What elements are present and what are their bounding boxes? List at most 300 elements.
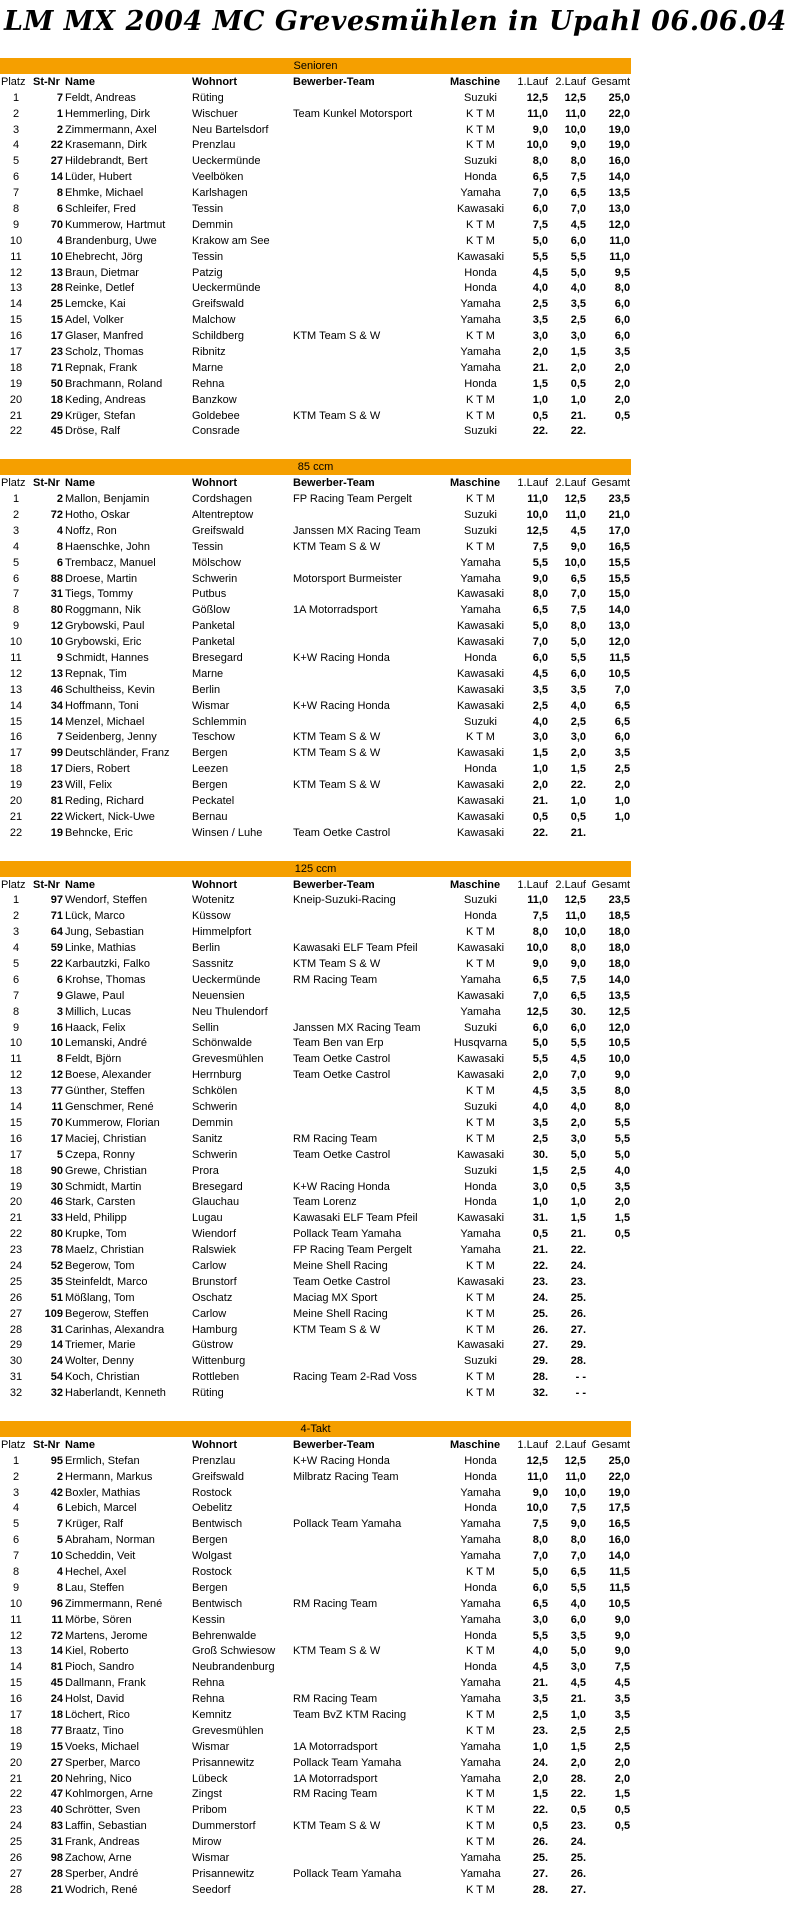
hometown-cell: Bentwisch (192, 1518, 243, 1531)
race2-points-cell: 6,5 (570, 572, 586, 585)
placement-cell: 8 (12, 1005, 20, 1018)
total-points-cell: 2,5 (614, 1724, 631, 1737)
hometown-cell: Tessin (192, 202, 224, 215)
team-cell (292, 1723, 449, 1739)
total-points-cell (587, 1834, 631, 1850)
hometown-cell: Rüting (192, 1387, 224, 1400)
race1-points-cell: 21. (532, 795, 548, 808)
machine-cell: Kawasaki (456, 747, 505, 760)
team-cell: Pollack Team Yamaha (293, 1756, 402, 1769)
total-points-cell: 6,0 (614, 298, 631, 311)
team-cell: Milbratz Racing Team (293, 1470, 399, 1483)
race1-points-cell: 6,0 (532, 202, 548, 215)
start-number-cell: 99 (50, 747, 63, 760)
hometown-cell: Krakow am See (192, 234, 270, 247)
result-row (0, 1337, 631, 1353)
result-row (0, 408, 631, 424)
placement-cell: 3 (12, 1486, 20, 1499)
start-number-cell: 4 (56, 234, 63, 247)
race2-points-cell: 10,0 (564, 123, 586, 136)
team-cell: K+W Racing Honda (293, 1180, 390, 1193)
race2-points-cell: 22. (570, 779, 586, 792)
race1-points-cell: 5,0 (532, 1565, 548, 1578)
result-row (0, 280, 631, 296)
race2-points-cell: 4,0 (570, 1101, 586, 1114)
race1-points-cell: 12,5 (526, 1454, 548, 1467)
hometown-cell: Rostock (192, 1486, 232, 1499)
machine-cell: Suzuki (463, 1021, 498, 1034)
result-row (0, 328, 631, 344)
result-row (0, 1242, 631, 1258)
hometown-cell: Prenzlau (192, 1454, 236, 1467)
placement-cell: 12 (9, 1629, 23, 1642)
result-row (0, 1147, 631, 1163)
race1-points-cell: 4,0 (532, 282, 548, 295)
race2-points-cell: 11,0 (565, 910, 586, 923)
rider-name-cell: Dröse, Ralf (65, 425, 121, 438)
machine-cell: Kawasaki (456, 683, 505, 696)
rider-name-cell: Carinhas, Alexandra (65, 1323, 165, 1336)
start-number-cell: 52 (50, 1259, 63, 1272)
hometown-cell: Demmin (192, 1116, 233, 1129)
hometown-cell: Wiendorf (192, 1228, 237, 1241)
hometown-cell: Oebelitz (192, 1502, 233, 1515)
race2-points-cell: 4,0 (570, 699, 586, 712)
result-row (0, 650, 631, 666)
team-cell (292, 1500, 449, 1516)
race2-points-cell: 8,0 (570, 942, 586, 955)
total-points-cell: 2,0 (614, 393, 631, 406)
race1-points-cell: 4,5 (532, 266, 548, 279)
placement-cell: 11 (10, 652, 22, 664)
placement-cell: 2 (12, 1470, 20, 1483)
total-points-cell: 2,5 (614, 1740, 631, 1753)
race2-points-cell: 4,5 (570, 218, 586, 231)
start-number-cell: 31 (50, 588, 63, 601)
race1-points-cell: 4,0 (532, 715, 548, 728)
rider-name-cell: Scholz, Thomas (65, 345, 144, 358)
race1-points-cell: 8,0 (532, 1534, 548, 1547)
result-row (0, 555, 631, 571)
machine-cell: Kawasaki (456, 588, 505, 601)
start-number-cell: 6 (56, 202, 63, 215)
result-row (0, 1099, 631, 1115)
total-points-cell: 18,0 (608, 926, 631, 939)
team-cell (292, 1659, 449, 1675)
result-row (0, 1322, 631, 1338)
race2-points-cell: 21. (570, 1693, 586, 1706)
hometown-cell: Schwerin (192, 1148, 238, 1161)
hometown-cell: Schwerin (192, 1101, 238, 1114)
placement-cell: 11 (10, 1613, 22, 1626)
column-header-st-nr: St-Nr (33, 1438, 60, 1451)
race2-points-cell: 6,5 (570, 989, 586, 1002)
team-cell: KTM Team S & W (293, 779, 381, 792)
race1-points-cell: 22. (532, 1804, 548, 1817)
race1-points-cell: 24. (532, 1291, 548, 1304)
rider-name-cell: Lüder, Hubert (65, 171, 132, 184)
placement-cell: 13 (9, 1085, 23, 1098)
machine-cell: K T M (466, 1132, 495, 1145)
machine-cell: Honda (464, 282, 497, 295)
start-number-cell: 83 (50, 1820, 63, 1833)
hometown-cell: Lugau (192, 1212, 223, 1225)
team-cell: K+W Racing Honda (293, 1454, 390, 1467)
team-cell: Team Oetke Castrol (293, 826, 391, 839)
total-points-cell: 7,0 (614, 683, 631, 696)
team-cell: Janssen MX Racing Team (293, 524, 421, 537)
machine-cell: Yamaha (460, 1852, 501, 1865)
start-number-cell: 22 (50, 810, 63, 823)
placement-cell: 9 (12, 620, 20, 633)
rider-name-cell: Braatz, Tino (65, 1724, 124, 1737)
rider-name-cell: Krohse, Thomas (65, 973, 146, 986)
machine-cell: K T M (466, 139, 495, 152)
result-row (0, 602, 631, 618)
total-points-cell: 13,0 (608, 620, 631, 633)
race1-points-cell: 11,0 (527, 107, 548, 120)
start-number-cell: 81 (50, 795, 63, 808)
category-header (0, 459, 631, 475)
race1-points-cell: 5,0 (532, 234, 548, 247)
machine-cell: K T M (466, 958, 495, 971)
machine-cell: Kawasaki (456, 620, 505, 633)
race2-points-cell: 5,0 (570, 1148, 586, 1161)
race1-points-cell: 3,0 (532, 1180, 548, 1193)
rider-name-cell: Schrötter, Sven (65, 1804, 141, 1817)
machine-cell: Suzuki (463, 524, 498, 537)
rider-name-cell: Haenschke, John (65, 540, 150, 553)
rider-name-cell: Schleifer, Fred (65, 202, 136, 215)
team-cell (292, 185, 449, 201)
placement-cell: 26 (9, 1291, 23, 1304)
hometown-cell: Ralswiek (192, 1244, 237, 1257)
team-cell (292, 153, 449, 169)
race1-points-cell: 11,0 (527, 1470, 548, 1483)
column-header-st-nr: St-Nr (33, 477, 60, 490)
placement-cell: 19 (9, 1180, 23, 1193)
team-cell: Janssen MX Racing Team (293, 1021, 421, 1034)
result-row (0, 1020, 631, 1036)
hometown-cell: Küssow (192, 910, 231, 923)
team-cell: Kawasaki ELF Team Pfeil (293, 1212, 418, 1225)
machine-cell: Kawasaki (456, 202, 505, 215)
machine-cell: Suzuki (463, 425, 498, 438)
team-cell (292, 1802, 449, 1818)
total-points-cell: 9,0 (614, 1069, 631, 1082)
team-cell (292, 1083, 449, 1099)
race1-points-cell: 6,0 (532, 1021, 548, 1034)
result-row (0, 1163, 631, 1179)
total-points-cell: 18,5 (608, 910, 631, 923)
race2-points-cell: 6,0 (570, 1613, 586, 1626)
rider-name-cell: Lau, Steffen (65, 1581, 125, 1594)
category-header (0, 1421, 631, 1437)
rider-name-cell: Grewe, Christian (65, 1164, 147, 1177)
start-number-cell: 88 (50, 572, 63, 585)
start-number-cell: 54 (50, 1371, 63, 1384)
race2-points-cell: 26. (570, 1867, 586, 1880)
column-header-wohnort: Wohnort (192, 1438, 238, 1451)
hometown-cell: Prisannewitz (192, 1867, 255, 1880)
race1-points-cell: 5,5 (532, 250, 548, 263)
machine-cell: Yamaha (460, 1518, 501, 1531)
result-row (0, 893, 631, 909)
rider-name-cell: Triemer, Marie (65, 1339, 136, 1352)
start-number-cell: 18 (50, 1709, 63, 1721)
rider-name-cell: Millich, Lucas (65, 1005, 132, 1018)
hometown-cell: Patzig (192, 266, 223, 279)
total-points-cell: 1,0 (614, 795, 631, 808)
machine-cell: Kawasaki (456, 826, 505, 839)
rider-name-cell: Koch, Christian (65, 1371, 140, 1384)
placement-cell: 15 (9, 314, 23, 327)
result-row (0, 1802, 631, 1818)
machine-cell: Yamaha (460, 1693, 501, 1706)
placement-cell: 18 (9, 1164, 23, 1177)
race2-points-cell: 7,5 (570, 604, 586, 617)
machine-cell: K T M (466, 1259, 495, 1272)
start-number-cell: 29 (50, 409, 63, 422)
start-number-cell: 10 (50, 1550, 63, 1563)
start-number-cell: 16 (50, 1021, 63, 1034)
placement-cell: 26 (9, 1852, 23, 1865)
total-points-cell: 16,5 (608, 540, 631, 553)
placement-cell: 21 (9, 409, 23, 422)
total-points-cell (587, 1258, 631, 1274)
result-row (0, 1612, 631, 1628)
race1-points-cell: 10,0 (526, 1502, 548, 1515)
total-points-cell: 2,0 (614, 779, 631, 792)
machine-cell: Yamaha (460, 1486, 501, 1499)
hometown-cell: Putbus (192, 588, 227, 601)
total-points-cell (587, 1274, 631, 1290)
result-row (0, 618, 631, 634)
team-cell (292, 666, 449, 682)
start-number-cell: 23 (50, 779, 63, 792)
rider-name-cell: Sperber, André (65, 1867, 139, 1880)
placement-cell: 16 (9, 1693, 23, 1706)
rider-name-cell: Hechel, Axel (65, 1565, 127, 1578)
start-number-cell: 11 (51, 1101, 63, 1114)
placement-cell: 8 (12, 1565, 20, 1578)
race2-points-cell: 6,0 (570, 667, 586, 680)
team-cell: FP Racing Team Pergelt (293, 1244, 412, 1257)
total-points-cell: 11,5 (609, 1581, 631, 1594)
team-cell: Team Lorenz (293, 1196, 357, 1209)
hometown-cell: Sassnitz (192, 958, 234, 971)
hometown-cell: Ueckermünde (192, 155, 261, 168)
hometown-cell: Gößlow (192, 604, 230, 617)
team-cell: Pollack Team Yamaha (293, 1518, 402, 1531)
race1-points-cell: 10,0 (526, 508, 548, 521)
hometown-cell: Schkölen (192, 1085, 238, 1098)
placement-cell: 24 (9, 1820, 23, 1833)
result-row (0, 809, 631, 825)
placement-cell: 20 (9, 1196, 23, 1209)
placement-cell: 7 (12, 989, 20, 1002)
race2-points-cell: 3,0 (570, 330, 586, 343)
total-points-cell: 4,5 (614, 1677, 631, 1690)
team-cell (292, 634, 449, 650)
total-points-cell: 11,5 (609, 652, 631, 664)
total-points-cell: 2,0 (614, 361, 631, 374)
placement-cell: 13 (9, 282, 23, 295)
race1-points-cell: 12,5 (526, 524, 548, 537)
placement-cell: 23 (9, 1804, 23, 1817)
race1-points-cell: 0,5 (532, 1820, 548, 1833)
rider-name-cell: Repnak, Tim (65, 667, 127, 680)
machine-cell: K T M (466, 1645, 495, 1658)
race2-points-cell: 3,0 (570, 1132, 586, 1145)
race2-points-cell: 2,5 (570, 1164, 586, 1177)
race1-points-cell: 4,0 (532, 1101, 548, 1114)
placement-cell: 9 (12, 1021, 20, 1034)
machine-cell: K T M (466, 1724, 495, 1737)
hometown-cell: Behrenwalde (192, 1629, 257, 1642)
team-cell: KTM Team S & W (293, 1820, 381, 1833)
machine-cell: Kawasaki (456, 795, 505, 808)
start-number-cell: 47 (50, 1788, 63, 1801)
column-header-maschine: Maschine (450, 1438, 501, 1451)
machine-cell: Yamaha (460, 1005, 501, 1018)
machine-cell: Kawasaki (456, 1069, 505, 1082)
placement-cell: 5 (12, 958, 20, 971)
result-row (0, 1258, 631, 1274)
race2-points-cell: 11,0 (565, 107, 586, 120)
rider-name-cell: Ermlich, Stefan (65, 1454, 140, 1467)
result-row (0, 217, 631, 233)
placement-cell: 19 (9, 377, 23, 390)
team-cell: Team Oetke Castrol (293, 1148, 391, 1161)
rider-name-cell: Seidenberg, Jenny (65, 731, 157, 744)
result-row (0, 956, 631, 972)
team-cell (292, 1580, 449, 1596)
race2-points-cell: 9,0 (570, 540, 586, 553)
team-cell (292, 1564, 449, 1580)
race2-points-cell: - - (575, 1371, 586, 1384)
placement-cell: 3 (12, 123, 20, 136)
machine-cell: Honda (464, 763, 497, 776)
hometown-cell: Demmin (192, 218, 233, 231)
race2-points-cell: 5,5 (570, 250, 586, 263)
placement-cell: 20 (9, 1756, 23, 1769)
machine-cell: K T M (466, 1307, 495, 1320)
start-number-cell: 59 (50, 942, 63, 955)
total-points-cell: 11,0 (609, 234, 631, 247)
total-points-cell: 9,5 (614, 266, 631, 279)
race2-points-cell: 2,5 (570, 1724, 586, 1737)
hometown-cell: Berlin (192, 683, 221, 696)
race2-points-cell: 21. (570, 409, 586, 422)
hometown-cell: Schwerin (192, 572, 238, 585)
race2-points-cell: 12,5 (564, 91, 586, 104)
hometown-cell: Prisannewitz (192, 1756, 255, 1769)
placement-cell: 17 (9, 747, 23, 760)
result-row (0, 1453, 631, 1469)
race2-points-cell: 9,0 (570, 139, 586, 152)
result-row (0, 360, 631, 376)
hometown-cell: Herrnburg (192, 1069, 242, 1082)
placement-cell: 13 (9, 683, 23, 696)
column-header-maschine: Maschine (450, 878, 501, 891)
start-number-cell: 78 (50, 1244, 63, 1257)
result-row (0, 1083, 631, 1099)
start-number-cell: 95 (50, 1454, 63, 1467)
team-cell: FP Racing Team Pergelt (293, 493, 412, 506)
placement-cell: 18 (9, 1724, 23, 1737)
category-title: 125 ccm (0, 861, 631, 877)
start-number-cell: 24 (50, 1355, 63, 1368)
hometown-cell: Bergen (192, 779, 228, 792)
hometown-cell: Ribnitz (192, 345, 226, 358)
race2-points-cell: 4,5 (570, 1677, 586, 1690)
machine-cell: K T M (466, 1291, 495, 1304)
start-number-cell: 14 (50, 1645, 63, 1658)
race2-points-cell: 7,5 (570, 973, 586, 986)
hometown-cell: Wolgast (192, 1550, 232, 1563)
hometown-cell: Hamburg (192, 1323, 238, 1336)
rider-name-cell: Jung, Sebastian (65, 926, 144, 939)
total-points-cell (587, 1866, 631, 1882)
rider-name-cell: Begerow, Steffen (65, 1307, 149, 1320)
race1-points-cell: 2,5 (532, 298, 548, 311)
start-number-cell: 34 (50, 699, 63, 712)
machine-cell: Kawasaki (456, 667, 505, 680)
rider-name-cell: Frank, Andreas (65, 1836, 140, 1849)
total-points-cell: 8,0 (614, 1101, 631, 1114)
rider-name-cell: Boese, Alexander (65, 1069, 152, 1082)
race1-points-cell: 0,5 (532, 409, 548, 422)
race2-points-cell: 25. (570, 1291, 586, 1304)
column-header-st-nr: St-Nr (33, 878, 60, 891)
machine-cell: Yamaha (460, 1677, 501, 1690)
start-number-cell: 28 (50, 1867, 63, 1880)
result-row (0, 392, 631, 408)
race1-points-cell: 23. (532, 1724, 548, 1737)
placement-cell: 4 (12, 139, 20, 152)
start-number-cell: 15 (50, 314, 63, 327)
hometown-cell: Carlow (192, 1259, 227, 1272)
placement-cell: 5 (12, 1518, 20, 1531)
total-points-cell: 1,0 (614, 810, 631, 823)
rider-name-cell: Repnak, Frank (65, 361, 138, 374)
machine-cell: Yamaha (460, 556, 501, 569)
placement-cell: 25 (9, 1836, 23, 1849)
race1-points-cell: 7,0 (532, 636, 548, 649)
rider-name-cell: Krüger, Stefan (65, 409, 136, 422)
machine-cell: Suzuki (463, 1101, 498, 1114)
rider-name-cell: Sperber, Marco (65, 1756, 141, 1769)
hometown-cell: Malchow (192, 314, 236, 327)
result-row (0, 376, 631, 392)
start-number-cell: 42 (50, 1486, 63, 1499)
machine-cell: K T M (466, 218, 495, 231)
column-header-wohnort: Wohnort (192, 477, 238, 490)
total-points-cell: 10,5 (608, 1597, 631, 1610)
placement-cell: 21 (9, 1212, 23, 1225)
rider-name-cell: Feldt, Björn (65, 1053, 122, 1066)
total-points-cell: 25,0 (608, 1454, 631, 1467)
placement-cell: 24 (9, 1259, 23, 1272)
race1-points-cell: 2,5 (532, 699, 548, 712)
race2-points-cell: 1,0 (570, 1196, 586, 1209)
rider-name-cell: Adel, Volker (65, 314, 124, 327)
machine-cell: Yamaha (460, 604, 501, 617)
total-points-cell: 6,0 (614, 731, 631, 744)
hometown-cell: Peckatel (192, 795, 235, 808)
team-cell (292, 1834, 449, 1850)
